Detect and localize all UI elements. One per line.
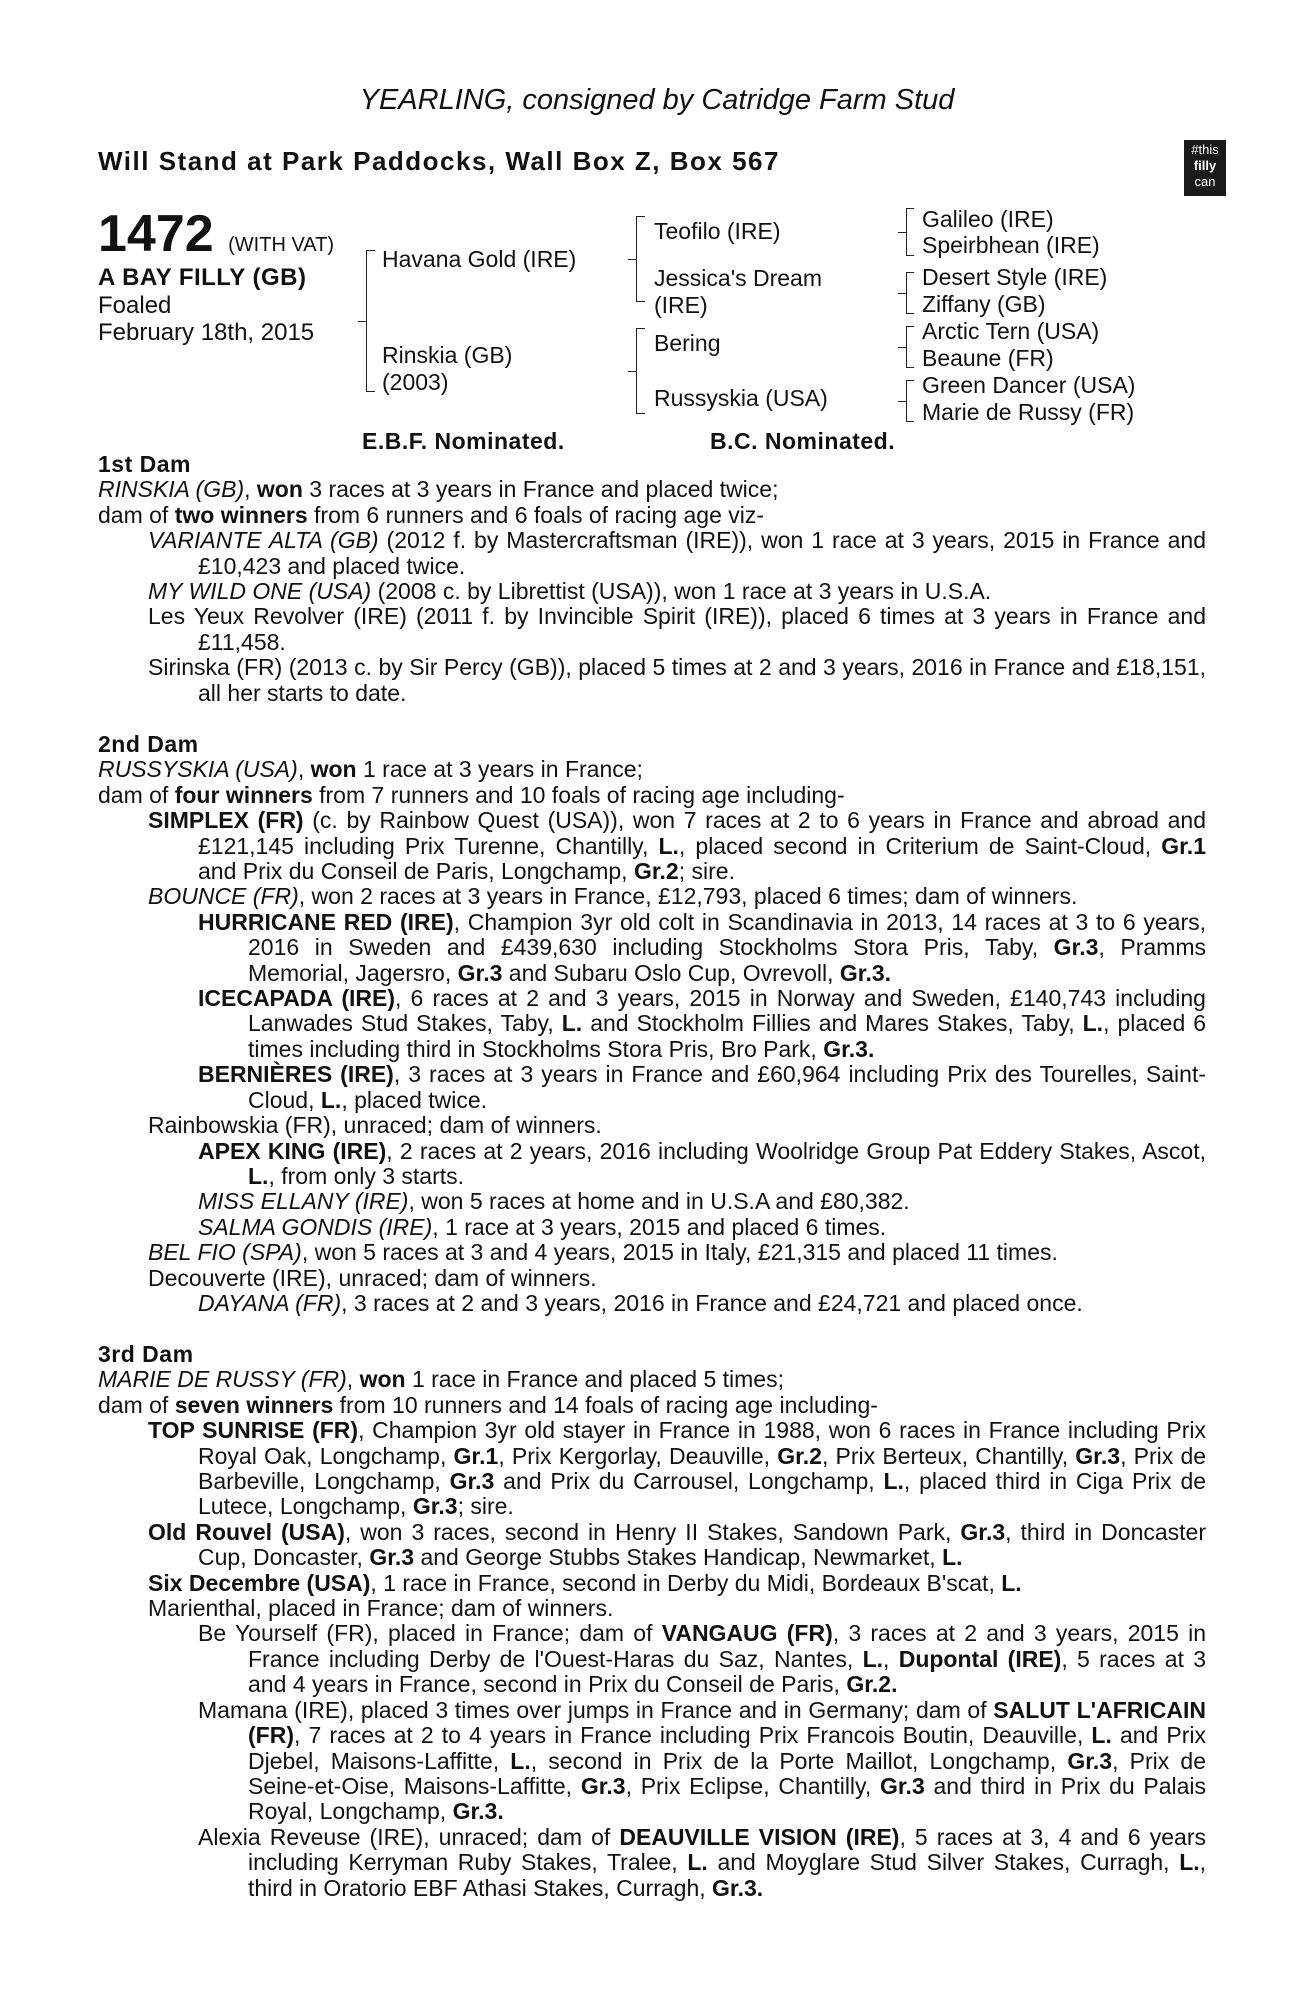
grade-listed: L. <box>687 1849 708 1876</box>
vat-note: (WITH VAT) <box>228 234 335 256</box>
first-dam-name: RINSKIA (GB) <box>98 476 245 503</box>
second-dam-record: RUSSYSKIA (USA), won 1 race at 3 years in France; <box>98 756 643 783</box>
offspring-name: BERNIÈRES (IRE) <box>198 1061 394 1088</box>
offspring-name: HURRICANE RED (IRE) <box>198 908 454 935</box>
dam-of-text: dam of <box>98 501 169 528</box>
offspring-name: BEL FIO (SPA) <box>148 1239 302 1266</box>
grade-2: Gr.2. <box>846 1671 898 1698</box>
offspring-text: , won 5 races at home and in U.S.A and £80,382. <box>408 1188 910 1215</box>
grand-offspring-entry <box>98 1698 1206 1825</box>
grade-3: Gr.3 <box>1075 1442 1121 1469</box>
offspring-text: , second in Prix de la Porte Maillot, Longchamp, <box>530 1747 1057 1774</box>
offspring-text: and Prix du Carrousel, Longchamp, <box>503 1468 875 1495</box>
offspring-text: and Prix du Conseil de Paris, Longchamp, <box>198 858 628 885</box>
offspring-entry: Rainbowskia (FR), unraced; dam of winners. <box>148 1112 602 1139</box>
pedigree-dd: Russyskia (USA) <box>654 385 828 411</box>
record-text: 1 race at 3 years in France; <box>362 756 643 783</box>
pedigree-brace-dss <box>906 326 914 368</box>
offspring-text: , 3 races at 2 and 3 years, 2016 in France and £24,721 and placed once. <box>341 1289 1083 1316</box>
offspring-text: , third in Oratorio EBF Athasi Stakes, Curragh, <box>248 1849 1207 1901</box>
offspring-name: MISS ELLANY (IRE) <box>198 1188 409 1215</box>
offspring-name: APEX KING (IRE) <box>198 1137 387 1164</box>
grade-3: Gr.3. <box>712 1874 764 1901</box>
offspring-text: , third in Doncaster Cup, Doncaster, <box>198 1518 1207 1571</box>
pedigree-sd-1: Jessica's Dream <box>654 265 822 291</box>
winners-count: four winners <box>174 781 313 808</box>
won-label: won <box>359 1366 406 1393</box>
first-dam-heading: 1st Dam <box>98 451 191 477</box>
offspring-text: (2008 c. by Librettist (USA)), won 1 race at 3 years in U.S.A. <box>377 578 992 605</box>
grand-offspring-entry <box>98 1139 1206 1190</box>
offspring-text: Mamana (IRE), placed 3 times over jumps in France and in Germany; dam of <box>198 1696 987 1723</box>
grade-3: Gr.3 <box>879 1772 925 1799</box>
grade-listed: L. <box>658 832 679 859</box>
record-text: 1 race in France and placed 5 times; <box>411 1366 784 1393</box>
grand-offspring-entry <box>98 986 1206 1062</box>
grade-2: Gr.2 <box>777 1442 822 1469</box>
third-dam-record: MARIE DE RUSSY (FR), won 1 race in France and placed 5 times; <box>98 1366 784 1393</box>
dam-of-text: dam of <box>98 1391 169 1418</box>
offspring-text: , Prix Berteux, Chantilly, <box>821 1442 1069 1469</box>
grand-offspring-entry <box>98 1062 1206 1113</box>
grade-listed: L. <box>1082 1010 1104 1037</box>
offspring-text: , won 5 races at 3 and 4 years, 2015 in Italy, £21,315 and placed 11 times. <box>301 1239 1058 1266</box>
grade-3: Gr.3 <box>449 1468 495 1495</box>
offspring-text: ; sire. <box>678 858 735 885</box>
offspring-text: , 1 race in France, second in Derby du Midi, Bordeaux B'scat, <box>370 1569 995 1596</box>
offspring-text: , 7 races at 2 to 4 years in France including Prix Francois Boutin, Deauville, <box>293 1722 1084 1749</box>
offspring-name: VANGAUG (FR) <box>661 1620 833 1647</box>
grade-3: Gr.3 <box>412 1493 458 1520</box>
grand-offspring-entry <box>98 1291 1206 1316</box>
pedigree-brace-sss <box>906 208 914 256</box>
stand-location: Will Stand at Park Paddocks, Wall Box Z, Box 567 <box>98 146 780 176</box>
grade-listed: L. <box>561 1010 583 1037</box>
pedigree-brace-main <box>366 250 375 392</box>
offspring-text: , Prix de Barbeville, Longchamp, <box>198 1442 1207 1495</box>
grand-offspring-entry <box>98 910 1206 986</box>
this-filly-can-logo <box>1184 140 1226 196</box>
pedigree-ssd: Speirbhean (IRE) <box>922 232 1100 258</box>
grade-3: Gr.3. <box>452 1798 504 1825</box>
first-dam-section <box>98 452 1206 706</box>
grade-3: Gr.3. <box>823 1035 875 1062</box>
offspring-entry <box>98 528 1206 579</box>
offspring-text: , placed twice. <box>341 1086 488 1113</box>
second-dam-heading: 2nd Dam <box>98 731 199 757</box>
offspring-entry <box>98 1418 1206 1520</box>
offspring-entry <box>98 579 1206 604</box>
offspring-name: SIMPLEX (FR) <box>148 807 304 834</box>
offspring-text: , won 2 races at 3 years in France, £12,793, placed 6 times; dam of winners. <box>298 883 1078 910</box>
won-label: won <box>256 476 303 503</box>
second-dam-produce <box>98 783 1206 808</box>
third-dam-section <box>98 1342 1206 1901</box>
bc-nomination: B.C. Nominated. <box>710 428 896 454</box>
winners-count: two winners <box>174 501 308 528</box>
offspring-text: , Pramms Memorial, Jagersro, <box>248 934 1207 986</box>
second-dam-name: RUSSYSKIA (USA) <box>98 756 298 783</box>
offspring-name: ICECAPADA (IRE) <box>198 985 395 1012</box>
grade-listed: L. <box>883 1468 904 1495</box>
offspring-entry <box>98 808 1206 884</box>
offspring-text: , 6 races at 2 and 3 years, 2015 in Norway and Sweden, £140,743 including Lanwades Stud Stakes, Taby, <box>248 985 1206 1037</box>
pedigree-sds: Desert Style (IRE) <box>922 264 1108 290</box>
dam-of-text: dam of <box>98 781 169 808</box>
offspring-name: Dupontal (IRE) <box>898 1645 1062 1672</box>
pedigree-dam: Rinskia (GB) <box>382 342 513 368</box>
third-dam-heading: 3rd Dam <box>98 1341 194 1367</box>
logo-line-2: filly <box>1193 158 1217 173</box>
grand-offspring-entry <box>98 1189 1206 1214</box>
pedigree-dam-year: (2003) <box>382 369 449 395</box>
pedigree-sd-2: (IRE) <box>654 292 708 318</box>
offspring-text: , 5 races at 3, 4 and 6 years including Kerryman Ruby Stakes, Tralee, <box>248 1823 1207 1876</box>
offspring-text: and George Stubbs Stakes Handicap, Newmarket, <box>420 1544 936 1571</box>
pedigree-dds: Green Dancer (USA) <box>922 372 1136 398</box>
offspring-text: , Champion 3yr old colt in Scandinavia in 2013, 14 races at 3 to 6 years, 2016 in Sweden and £439,630 including Stockholms Stora Pris, Taby, <box>248 908 1206 961</box>
grade-1: Gr.1 <box>1161 832 1206 859</box>
offspring-text: , Prix Kergorlay, Deauville, <box>498 1442 770 1469</box>
offspring-text: , placed third in Ciga Prix de Lutece, Longchamp, <box>198 1468 1207 1520</box>
offspring-entry <box>98 884 1206 909</box>
offspring-text: , from only 3 starts. <box>268 1162 465 1189</box>
offspring-name: MY WILD ONE (USA) <box>148 578 372 605</box>
grade-3: Gr.3 <box>580 1772 626 1799</box>
grade-3: Gr.3 <box>1053 934 1099 961</box>
offspring-entry <box>98 1240 1206 1265</box>
pedigree-dsd: Beaune (FR) <box>922 345 1054 371</box>
offspring-text: Alexia Reveuse (IRE), unraced; dam of <box>198 1823 611 1850</box>
grade-1: Gr.1 <box>453 1442 499 1469</box>
grade-2: Gr.2 <box>633 858 679 885</box>
offspring-text: and Moyglare Stud Silver Stakes, Curragh, <box>717 1849 1170 1876</box>
second-dam-section <box>98 732 1206 1316</box>
offspring-text: , 2 races at 2 years, 2016 including Woolridge Group Pat Eddery Stakes, Ascot, <box>386 1137 1206 1164</box>
produce-text: from 7 runners and 10 foals of racing age including- <box>319 781 845 808</box>
ebf-nomination: E.B.F. Nominated. <box>362 428 565 454</box>
offspring-name: TOP SUNRISE (FR) <box>148 1417 359 1444</box>
offspring-text: , won 3 races, second in Henry II Stakes, Sandown Park, <box>344 1518 952 1545</box>
winners-count: seven winners <box>174 1391 334 1418</box>
grade-3: Gr.3. <box>839 959 892 986</box>
pedigree-ds: Bering <box>654 330 721 356</box>
grand-offspring-entry: Be Yourself (FR), placed in France; dam of VANGAUG (FR), 3 races at 2 and 3 years, 2015 in France including Derby de l'Ouest-Haras du Saz, Nantes, L., Dupontal (IRE), 5 races at 3 and 4 years in France, second in Prix du Conseil de Paris, Gr.2. <box>198 1620 1207 1698</box>
produce-text: from 6 runners and 6 foals of racing age viz- <box>314 501 765 528</box>
offspring-entry: Sirinska (FR) (2013 c. by Sir Percy (GB)), placed 5 times at 2 and 3 years, 2016 in France and £18,151, all her starts to date. <box>148 654 1206 706</box>
foaled-date: February 18th, 2015 <box>98 319 315 346</box>
consignment-line: YEARLING, consigned by Catridge Farm Stud <box>359 84 955 116</box>
offspring-name: DAYANA (FR) <box>198 1289 342 1316</box>
offspring-name: VARIANTE ALTA (GB) <box>148 527 379 554</box>
grade-3: Gr.3 <box>457 959 503 986</box>
offspring-name: DEAUVILLE VISION (IRE) <box>619 1823 900 1850</box>
pedigree-sire: Havana Gold (IRE) <box>382 246 577 272</box>
logo-line-1: #this <box>1191 142 1219 157</box>
grade-listed: L. <box>1179 1849 1200 1876</box>
offspring-entry <box>98 1571 1206 1596</box>
pedigree-dss: Arctic Tern (USA) <box>922 318 1100 344</box>
grade-3: Gr.3 <box>369 1544 415 1571</box>
grade-3: Gr.3 <box>1067 1747 1113 1774</box>
horse-description: A BAY FILLY (GB) <box>98 264 307 291</box>
pedigree-brace-dam <box>636 328 645 414</box>
produce-text: from 10 runners and 14 foals of racing age including- <box>339 1391 878 1418</box>
third-dam-produce <box>98 1393 1206 1418</box>
offspring-text: and Prix Djebel, Maisons-Laffitte, <box>248 1722 1207 1774</box>
first-dam-produce <box>98 503 1206 528</box>
grade-listed: L. <box>942 1544 963 1571</box>
grand-offspring-entry <box>98 1215 1206 1240</box>
pedigree-ddd: Marie de Russy (FR) <box>922 399 1135 425</box>
offspring-text: , Prix de Seine-et-Oise, Maisons-Laffitte, <box>248 1747 1207 1799</box>
offspring-text: , 1 race at 3 years, 2015 and placed 6 times. <box>432 1213 887 1240</box>
offspring-text: and third in Prix du Palais Royal, Longchamp, <box>248 1772 1207 1825</box>
offspring-entry <box>98 1520 1206 1571</box>
offspring-text: (c. by Rainbow Quest (USA)), won 7 races at 2 to 6 years in France and abroad and £121,145 including Prix Turenne, Chantilly, <box>198 807 1206 859</box>
offspring-text: , 3 races at 2 and 3 years, 2015 in France including Derby de l'Ouest-Haras du Saz, Nantes, <box>248 1620 1207 1672</box>
lot-number-line <box>98 206 334 273</box>
third-dam-name: MARIE DE RUSSY (FR) <box>98 1366 347 1393</box>
first-dam-record: RINSKIA (GB), won 3 races at 3 years in France and placed twice; <box>98 476 779 503</box>
offspring-name: Old Rouvel (USA) <box>148 1518 345 1545</box>
offspring-entry: Les Yeux Revolver (IRE) (2011 f. by Invincible Spirit (IRE)), placed 6 times at 3 years in France and £11,458. <box>148 603 1206 655</box>
offspring-text: and Stockholm Fillies and Mares Stakes, Taby, <box>590 1010 1075 1037</box>
pedigree-sss: Galileo (IRE) <box>922 206 1054 232</box>
offspring-text: , 5 races at 3 and 4 years in France, second in Prix du Conseil de Paris, <box>248 1645 1206 1698</box>
offspring-text: (2012 f. by Mastercraftsman (IRE)), won 1 race at 3 years, 2015 in France and £10,423 and placed twice. <box>198 527 1206 579</box>
grade-listed: L. <box>510 1747 531 1774</box>
offspring-name: SALMA GONDIS (IRE) <box>198 1213 433 1240</box>
offspring-text: , Champion 3yr old stayer in France in 1988, won 6 races in France including Prix Royal Oak, Longchamp, <box>198 1417 1207 1469</box>
pedigree-sdd: Ziffany (GB) <box>922 291 1046 317</box>
offspring-text: , 3 races at 3 years in France and £60,964 including Prix des Tourelles, Saint-Cloud, <box>248 1061 1206 1113</box>
offspring-text: ; sire. <box>457 1493 514 1520</box>
won-label: won <box>310 756 357 783</box>
offspring-text: and Subaru Oslo Cup, Ovrevoll, <box>508 959 834 986</box>
grade-listed: L. <box>320 1086 342 1113</box>
pedigree-ss: Teofilo (IRE) <box>654 218 781 244</box>
logo-line-3: can <box>1194 174 1216 189</box>
offspring-entry: Decouverte (IRE), unraced; dam of winners. <box>148 1264 597 1291</box>
offspring-text: , placed 6 times including third in Stockholms Stora Pris, Bro Park, <box>248 1010 1207 1062</box>
lot-number: 1472 <box>98 205 214 263</box>
record-text: 3 races at 3 years in France and placed twice; <box>309 476 779 503</box>
grand-offspring-entry <box>98 1825 1206 1901</box>
grade-listed: L. <box>1001 1569 1022 1596</box>
offspring-name: BOUNCE (FR) <box>148 883 299 910</box>
grade-listed: L. <box>862 1645 884 1672</box>
pedigree-brace-sire <box>636 216 645 302</box>
pedigree-brace-sds <box>906 272 914 314</box>
offspring-name: Six Decembre (USA) <box>148 1569 371 1596</box>
offspring-text: , placed second in Criterium de Saint-Cloud, <box>678 832 1152 859</box>
offspring-name: SALUT L'AFRICAIN (FR) <box>248 1696 1207 1749</box>
pedigree-brace-dds <box>906 380 914 422</box>
offspring-text: Be Yourself (FR), placed in France; dam of <box>198 1620 653 1647</box>
foaled-label: Foaled <box>98 292 172 319</box>
offspring-entry: Marienthal, placed in France; dam of winners. <box>148 1595 614 1622</box>
offspring-text: , Prix Eclipse, Chantilly, <box>625 1772 872 1799</box>
grade-listed: L. <box>248 1162 269 1189</box>
grade-listed: L. <box>1091 1722 1112 1749</box>
grade-3: Gr.3 <box>960 1518 1006 1545</box>
